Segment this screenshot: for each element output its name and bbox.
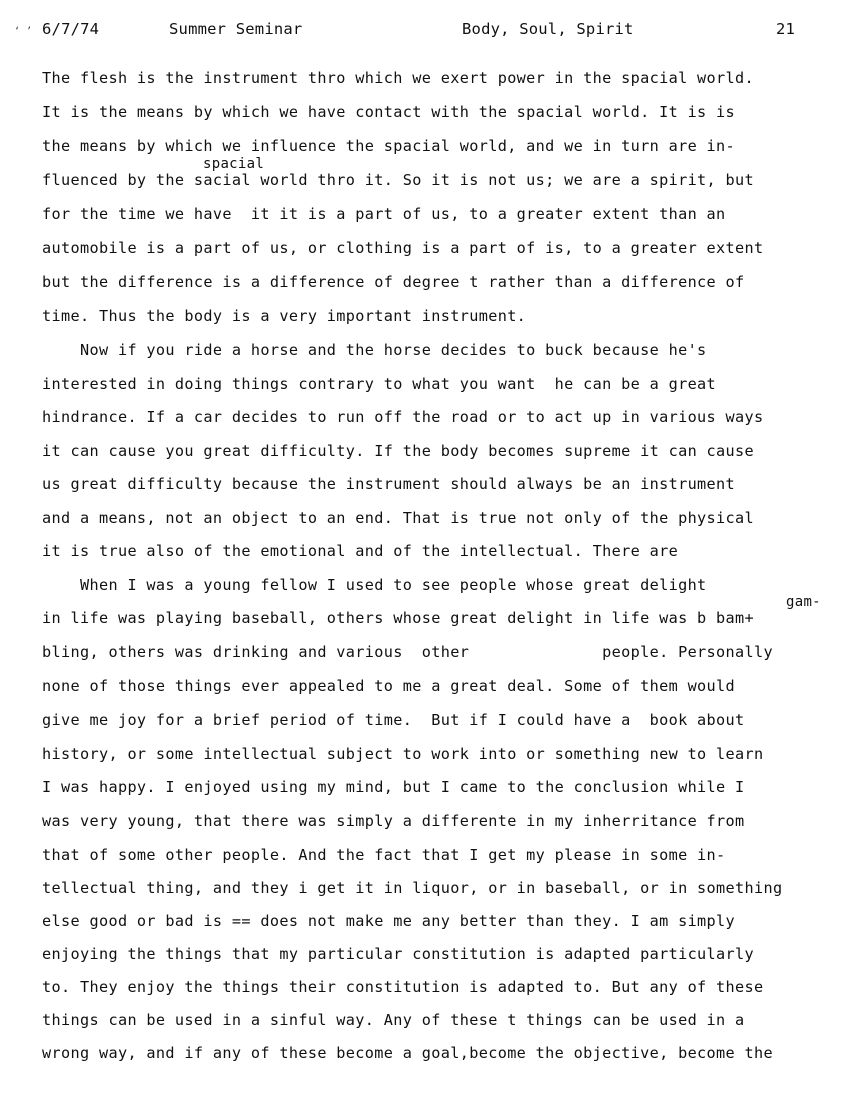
text-line: history, or some intellectual subject to work into or something new to learn xyxy=(42,745,764,763)
text-line: for the time we have it it is a part of us, to a greater extent than an xyxy=(42,205,726,223)
text-line: The flesh is the instrument thro which we exert power in the spacial world. xyxy=(42,69,755,87)
overtype-correction-spacial: spacial xyxy=(203,156,265,172)
text-line: tellectual thing, and they i get it in liquor, or in baseball, or in something xyxy=(42,879,783,897)
text-line: none of those things ever appealed to me a great deal. Some of them would xyxy=(42,677,736,695)
text-line: was very young, that there was simply a differente in my inherritance from xyxy=(42,812,745,830)
text-line: but the difference is a difference of degree t rather than a difference of xyxy=(42,273,745,291)
text-line: it is true also of the emotional and of the intellectual. There are xyxy=(42,542,679,560)
text-line: the means by which we influence the spacial world, and we in turn are in- xyxy=(42,137,736,155)
text-line: time. Thus the body is a very important instrument. xyxy=(42,307,527,325)
text-line: hindrance. If a car decides to run off the road or to act up in various ways xyxy=(42,408,764,426)
text-line: and a means, not an object to an end. That is true not only of the physical xyxy=(42,509,755,527)
text-line: automobile is a part of us, or clothing is a part of is, to a greater extent xyxy=(42,239,764,257)
text-line: It is the means by which we have contact with the spacial world. It is is xyxy=(42,103,736,121)
header-title: Body, Soul, Spirit xyxy=(462,20,634,38)
text-line: us great difficulty because the instrument should always be an instrument xyxy=(42,475,736,493)
text-line: I was happy. I enjoyed using my mind, but I came to the conclusion while I xyxy=(42,778,745,796)
text-line: things can be used in a sinful way. Any of these t things can be used in a xyxy=(42,1011,745,1029)
text-line: in life was playing baseball, others whose great delight in life was b bam+ xyxy=(42,609,755,627)
header-seminar: Summer Seminar xyxy=(169,20,303,38)
header-page-number: 21 xyxy=(776,20,796,38)
header-date: 6/7/74 xyxy=(42,20,100,38)
text-line: give me joy for a brief period of time. But if I could have a book about xyxy=(42,711,745,729)
text-line: When I was a young fellow I used to see people whose great delight xyxy=(42,576,707,594)
text-line: bling, others was drinking and various other people. Personally xyxy=(42,643,774,661)
text-line: it can cause you great difficulty. If the body becomes supreme it can cause xyxy=(42,442,755,460)
margin-mark: ‘ ’ xyxy=(14,26,33,37)
text-line: enjoying the things that my particular constitution is adapted particularly xyxy=(42,945,755,963)
text-line: interested in doing things contrary to what you want he can be a great xyxy=(42,375,717,393)
text-line: wrong way, and if any of these become a goal,become the objective, become the xyxy=(42,1044,774,1062)
text-line: to. They enjoy the things their constitution is adapted to. But any of these xyxy=(42,978,764,996)
text-line: Now if you ride a horse and the horse decides to buck because he's xyxy=(42,341,707,359)
text-line: else good or bad is == does not make me any better than they. I am simply xyxy=(42,912,736,930)
overtype-correction-gam: gam- xyxy=(786,594,821,610)
text-line: fluenced by the sacial world thro it. So it is not us; we are a spirit, but xyxy=(42,171,755,189)
text-line: that of some other people. And the fact that I get my please in some in- xyxy=(42,846,726,864)
